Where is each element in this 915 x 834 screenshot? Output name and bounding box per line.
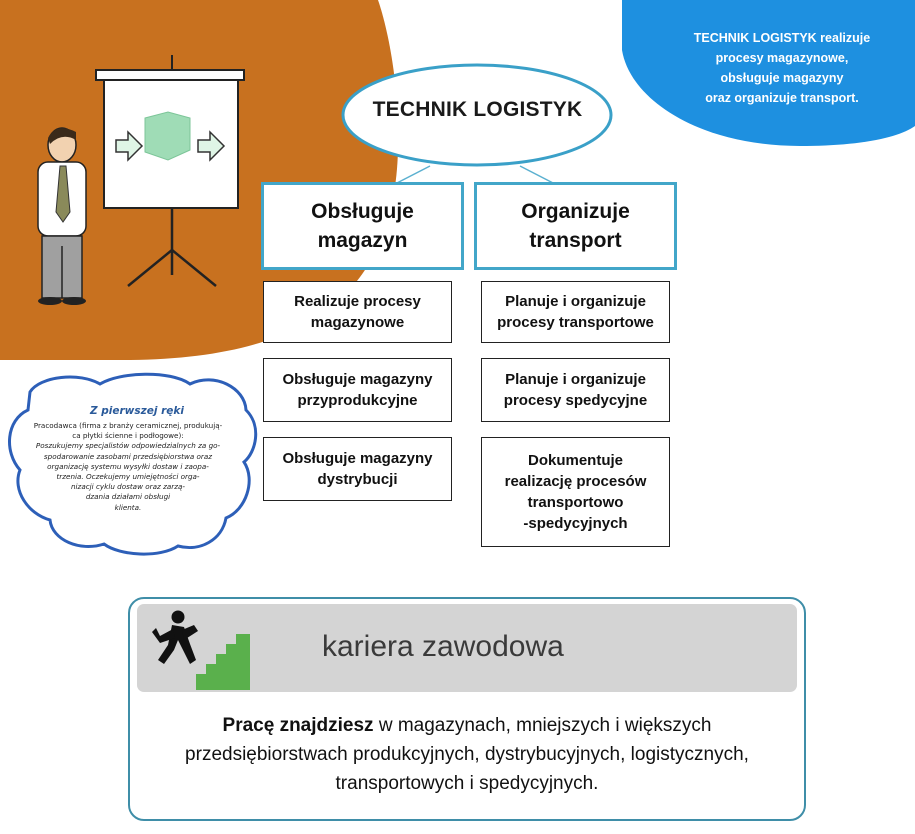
testimonial-line: organizację systemu wysyłki dostaw i zaopa- bbox=[47, 461, 209, 471]
category-box-transport: Organizuje transport bbox=[474, 182, 677, 270]
info-bubble-line: TECHNIK LOGISTYK realizuje bbox=[693, 31, 871, 45]
item-box: Dokumentuje realizację procesów transportowo -spedycyjnych bbox=[481, 437, 670, 547]
testimonial-line: Poszukujemy specjalistów odpowiedzialnych za go- bbox=[35, 441, 221, 451]
category-box-warehouse: Obsługuje magazyn bbox=[261, 182, 464, 270]
item-box: Planuje i organizuje procesy transportowe bbox=[481, 281, 670, 343]
item-box: Obsługuje magazyny przyprodukcyjne bbox=[263, 358, 452, 422]
testimonial-line: nizacji cyklu dostaw oraz zarzą- bbox=[71, 482, 185, 492]
career-text-line-3: transportowych i spedycyjnych. bbox=[335, 773, 599, 794]
item-box: Realizuje procesy magazynowe bbox=[263, 281, 452, 343]
career-text-line-2: przedsiębiorstwach produkcyjnych, dystrybucyjnych, logistycznych, bbox=[185, 744, 749, 765]
stairs-icon bbox=[196, 634, 250, 690]
info-bubble-line: oraz organizuje transport. bbox=[705, 91, 859, 105]
running-person-icon bbox=[152, 611, 198, 665]
info-bubble-line: procesy magazynowe, bbox=[715, 51, 849, 65]
testimonial-line: spodarowanie zasobami przedsiębiorstwa oraz bbox=[43, 451, 213, 461]
testimonial-line: trzenia. Oczekujemy umiejętności orga- bbox=[56, 472, 200, 482]
career-text-bold: Pracę znajdziesz bbox=[222, 715, 374, 736]
testimonial-title: Z pierwszej ręki bbox=[89, 405, 184, 417]
testimonial-line: klienta. bbox=[114, 502, 142, 512]
testimonial-line: Pracodawca (firma z branży ceramicznej, produkują- bbox=[33, 421, 223, 430]
info-bubble-line: obsługuje magazyny bbox=[720, 71, 844, 85]
testimonial-line: ca płytki ścienne i podłogowe): bbox=[72, 431, 184, 441]
career-title: kariera zawodowa bbox=[322, 630, 564, 663]
career-text-rest: w magazynach, mniejszych i większych bbox=[373, 715, 712, 736]
item-box: Planuje i organizuje procesy spedycyjne bbox=[481, 358, 670, 422]
main-title: TECHNIK LOGISTYK bbox=[372, 98, 583, 121]
testimonial-line: dzania działami obsługi bbox=[85, 492, 171, 502]
item-box: Obsługuje magazyny dystrybucji bbox=[263, 437, 452, 501]
